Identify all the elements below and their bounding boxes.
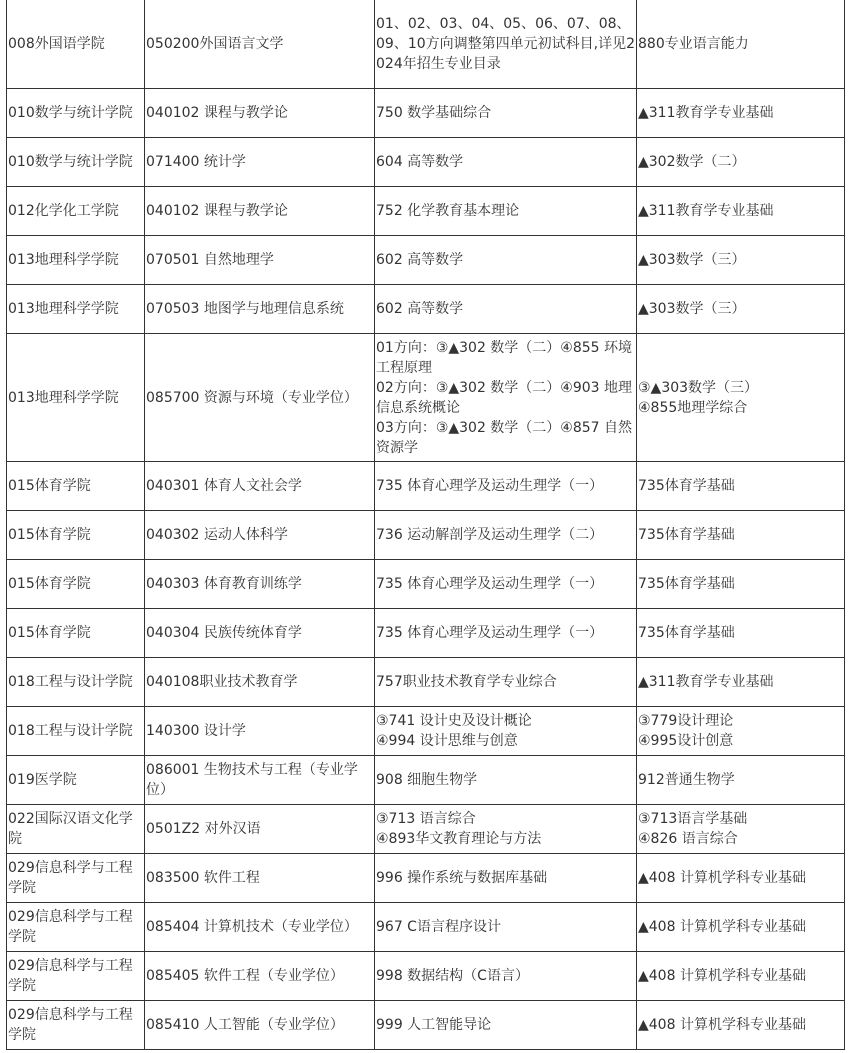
- table-row: [7, 854, 845, 903]
- exam-subject-4-cell: [637, 334, 845, 462]
- exam-subject-4-cell-line: ▲311教育学专业基础: [638, 203, 774, 219]
- major-cell: 071400 统计学: [145, 138, 375, 187]
- exam-subject-3-cell: [375, 560, 637, 609]
- exam-subject-4-cell-line: ▲302数学（二）: [638, 154, 746, 170]
- exam-subject-4-cell: [637, 952, 845, 1001]
- exam-subject-4-cell-line: ③779设计理论: [638, 713, 734, 729]
- table-row: [7, 138, 845, 187]
- exam-subject-4-cell: [637, 560, 845, 609]
- major-cell: 085410 人工智能（专业学位）: [145, 1001, 375, 1050]
- exam-subject-3-cell: [375, 462, 637, 511]
- exam-subject-4-cell: [637, 658, 845, 707]
- exam-subject-3-cell-line: 736 运动解剖学及运动生理学（二）: [376, 527, 604, 543]
- exam-subject-3-cell-line: 602 高等数学: [376, 252, 464, 268]
- exam-subject-3-cell-line: 908 细胞生物学: [376, 772, 478, 788]
- exam-subject-4-cell: [637, 89, 845, 138]
- exam-subject-3-cell-line: 998 数据结构（C语言）: [376, 968, 529, 984]
- exam-subject-4-cell-line: ④995设计创意: [638, 733, 734, 749]
- exam-subject-3-cell: [375, 609, 637, 658]
- exam-subject-4-cell-line: ▲303数学（三）: [638, 301, 746, 317]
- exam-subject-3-cell-line: 602 高等数学: [376, 301, 464, 317]
- exam-subject-3-cell: [375, 138, 637, 187]
- college-cell: 015体育学院: [7, 462, 145, 511]
- exam-subject-4-cell-line: 735体育学基础: [638, 527, 735, 543]
- exam-subject-4-cell: [637, 805, 845, 854]
- exam-subject-4-cell-line: ▲311教育学专业基础: [638, 674, 774, 690]
- college-cell: 029信息科学与工程学院: [7, 1001, 145, 1050]
- college-cell: 018工程与设计学院: [7, 658, 145, 707]
- major-cell: 040302 运动人体科学: [145, 511, 375, 560]
- exam-subject-4-cell-line: ▲303数学（三）: [638, 252, 746, 268]
- major-cell: 0501Z2 对外汉语: [145, 805, 375, 854]
- exam-subjects-table: [6, 0, 845, 1050]
- college-cell: 029信息科学与工程学院: [7, 854, 145, 903]
- exam-subject-3-cell: [375, 236, 637, 285]
- major-cell: 085405 软件工程（专业学位）: [145, 952, 375, 1001]
- college-cell: 029信息科学与工程学院: [7, 952, 145, 1001]
- exam-subject-4-cell-line: ▲408 计算机学科专业基础: [638, 1017, 806, 1033]
- exam-subject-4-cell-line: 735体育学基础: [638, 576, 735, 592]
- exam-subject-3-cell-line: 967 C语言程序设计: [376, 919, 501, 935]
- exam-subject-3-cell-line: ④893华文教育理论与方法: [376, 831, 542, 847]
- college-cell: 018工程与设计学院: [7, 707, 145, 756]
- exam-subject-3-cell: [375, 952, 637, 1001]
- major-cell: 083500 软件工程: [145, 854, 375, 903]
- exam-subject-3-cell-line: 999 人工智能导论: [376, 1017, 492, 1033]
- exam-subject-3-cell-line: 735 体育心理学及运动生理学（一）: [376, 478, 604, 494]
- exam-subject-4-cell-line: ③713语言学基础: [638, 811, 748, 827]
- table-row: [7, 1001, 845, 1050]
- table-row: [7, 903, 845, 952]
- exam-subject-4-cell: [637, 609, 845, 658]
- major-cell: 070503 地图学与地理信息系统: [145, 285, 375, 334]
- college-cell: 013地理科学学院: [7, 236, 145, 285]
- table-row: [7, 236, 845, 285]
- exam-subject-3-cell-line: 01、02、03、04、05、06、07、08、09、10方向调整第四单元初试科目,详见2024年招生专业目录: [376, 15, 635, 72]
- exam-subject-3-cell-line: 735 体育心理学及运动生理学（一）: [376, 576, 604, 592]
- college-cell: 013地理科学学院: [7, 334, 145, 462]
- exam-subject-3-cell-line: 02方向：③▲302 数学（二）④903 地理信息系统概论: [376, 379, 633, 416]
- exam-subject-4-cell-line: 912普通生物学: [638, 772, 735, 788]
- major-cell: 040102 课程与教学论: [145, 89, 375, 138]
- college-cell: 019医学院: [7, 756, 145, 805]
- table-row: [7, 0, 845, 89]
- table-row: [7, 658, 845, 707]
- exam-subject-4-cell-line: ④826 语言综合: [638, 831, 738, 847]
- major-cell: 040102 课程与教学论: [145, 187, 375, 236]
- exam-subject-3-cell-line: ③713 语言综合: [376, 811, 476, 827]
- table-row: [7, 707, 845, 756]
- table-row: [7, 334, 845, 462]
- table-row: [7, 560, 845, 609]
- exam-subject-4-cell-line: ▲311教育学专业基础: [638, 105, 774, 121]
- exam-subject-3-cell-line: 735 体育心理学及运动生理学（一）: [376, 625, 604, 641]
- table-row: [7, 462, 845, 511]
- college-cell: 010数学与统计学院: [7, 138, 145, 187]
- table-row: [7, 805, 845, 854]
- table-row: [7, 609, 845, 658]
- table-body: [7, 0, 845, 1050]
- exam-subject-4-cell-line: ▲408 计算机学科专业基础: [638, 919, 806, 935]
- exam-subject-3-cell: [375, 285, 637, 334]
- table-row: [7, 187, 845, 236]
- exam-subject-4-cell: [637, 285, 845, 334]
- exam-subject-3-cell: [375, 658, 637, 707]
- exam-subject-3-cell: [375, 805, 637, 854]
- exam-subject-4-cell-line: ④855地理学综合: [638, 399, 748, 416]
- exam-subject-4-cell: [637, 756, 845, 805]
- college-cell: 010数学与统计学院: [7, 89, 145, 138]
- college-cell: 015体育学院: [7, 560, 145, 609]
- exam-subject-4-cell: [637, 1001, 845, 1050]
- exam-subject-3-cell: [375, 756, 637, 805]
- major-cell: 040108职业技术教育学: [145, 658, 375, 707]
- college-cell: 015体育学院: [7, 511, 145, 560]
- exam-subject-4-cell: [637, 462, 845, 511]
- exam-subject-4-cell: [637, 511, 845, 560]
- exam-subject-3-cell-line: ③741 设计史及设计概论: [376, 713, 532, 729]
- major-cell: 085700 资源与环境（专业学位）: [145, 334, 375, 462]
- exam-subject-4-cell: [637, 236, 845, 285]
- major-cell: 040301 体育人文社会学: [145, 462, 375, 511]
- exam-subject-4-cell: [637, 854, 845, 903]
- exam-subject-3-cell-line: 996 操作系统与数据库基础: [376, 870, 548, 886]
- exam-subject-3-cell: [375, 334, 637, 462]
- exam-subject-3-cell-line: 03方向：③▲302 数学（二）④857 自然资源学: [376, 419, 633, 456]
- exam-subject-3-cell-line: 750 数学基础综合: [376, 105, 492, 121]
- exam-subject-4-cell: [637, 138, 845, 187]
- major-cell: 040303 体育教育训练学: [145, 560, 375, 609]
- major-cell: 070501 自然地理学: [145, 236, 375, 285]
- exam-subject-4-cell-line: ③▲303数学（三）: [638, 379, 759, 396]
- exam-subject-3-cell: [375, 854, 637, 903]
- table-row: [7, 756, 845, 805]
- college-cell: 015体育学院: [7, 609, 145, 658]
- exam-subject-3-cell: [375, 0, 637, 89]
- major-cell: 085404 计算机技术（专业学位）: [145, 903, 375, 952]
- exam-subject-3-cell-line: 01方向：③▲302 数学（二）④855 环境工程原理: [376, 339, 633, 376]
- college-cell: 008外国语学院: [7, 0, 145, 89]
- exam-subject-3-cell-line: 752 化学教育基本理论: [376, 203, 520, 219]
- major-cell: 040304 民族传统体育学: [145, 609, 375, 658]
- exam-subject-4-cell-line: 880专业语言能力: [638, 35, 749, 52]
- exam-subject-4-cell: [637, 903, 845, 952]
- exam-subject-3-cell: [375, 511, 637, 560]
- exam-subject-4-cell: [637, 0, 845, 89]
- exam-subject-3-cell: [375, 707, 637, 756]
- exam-subject-4-cell: [637, 707, 845, 756]
- table-row: [7, 952, 845, 1001]
- major-cell: 086001 生物技术与工程（专业学位）: [145, 756, 375, 805]
- exam-subject-3-cell: [375, 903, 637, 952]
- college-cell: 022国际汉语文化学院: [7, 805, 145, 854]
- table-row: [7, 89, 845, 138]
- table-row: [7, 511, 845, 560]
- major-cell: 050200外国语言文学: [145, 0, 375, 89]
- exam-subject-3-cell-line: 604 高等数学: [376, 154, 464, 170]
- exam-subject-3-cell-line: 757职业技术教育学专业综合: [376, 674, 557, 690]
- exam-subject-4-cell-line: ▲408 计算机学科专业基础: [638, 870, 806, 886]
- college-cell: 029信息科学与工程学院: [7, 903, 145, 952]
- table-row: [7, 285, 845, 334]
- exam-subject-4-cell-line: ▲408 计算机学科专业基础: [638, 968, 806, 984]
- exam-subject-3-cell: [375, 187, 637, 236]
- exam-subject-3-cell: [375, 89, 637, 138]
- exam-subject-4-cell: [637, 187, 845, 236]
- college-cell: 013地理科学学院: [7, 285, 145, 334]
- exam-subject-3-cell: [375, 1001, 637, 1050]
- exam-subject-4-cell-line: 735体育学基础: [638, 625, 735, 641]
- exam-subject-3-cell-line: ④994 设计思维与创意: [376, 733, 518, 749]
- college-cell: 012化学化工学院: [7, 187, 145, 236]
- exam-subject-4-cell-line: 735体育学基础: [638, 478, 735, 494]
- major-cell: 140300 设计学: [145, 707, 375, 756]
